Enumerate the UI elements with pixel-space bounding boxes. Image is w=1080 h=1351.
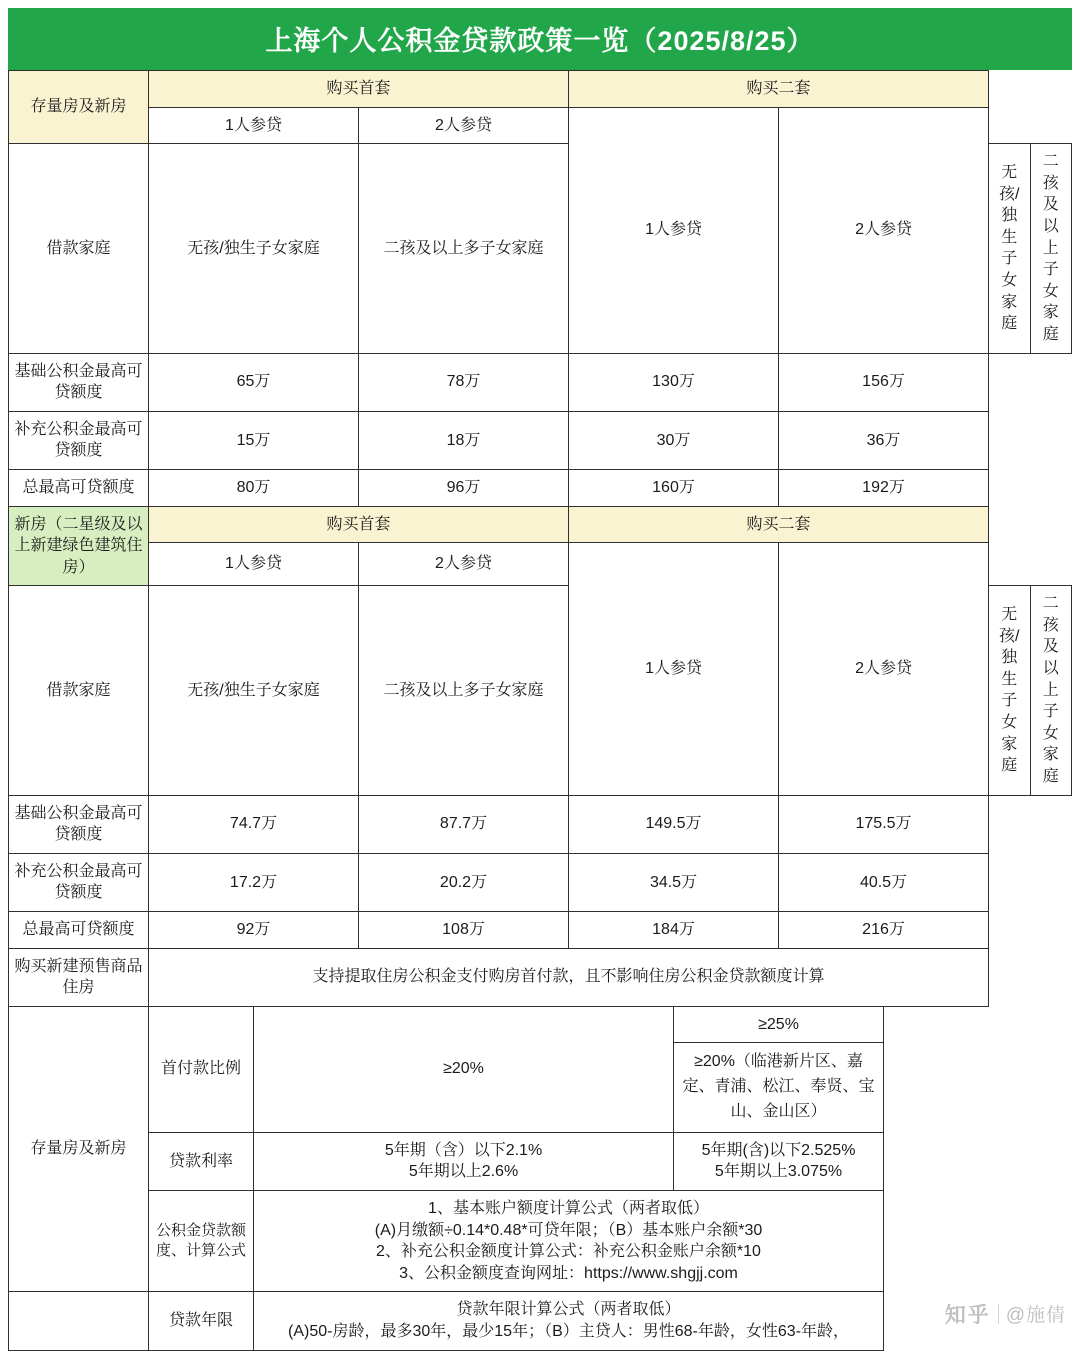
section1-row0-v2: 130万: [569, 353, 779, 411]
rate-first-line2: 5年期以上2.6%: [408, 1163, 519, 1181]
downpayment-row-top: [9, 1006, 1072, 1043]
presale-label: 购买新建预售商品住房: [9, 948, 149, 1006]
section2-second-home-header: 购买二套: [569, 506, 989, 543]
downpayment-second-top: ≥25%: [674, 1006, 884, 1043]
section2-first-home-header: 购买首套: [149, 506, 569, 543]
section1-row0-v1: 78万: [359, 353, 569, 411]
section2-col-label-0: 无孩/独生子女家庭: [149, 586, 359, 795]
quota-line-0: 1、基本账户额度计算公式（两者取低）: [428, 1199, 709, 1217]
section1-row1-v0: 15万: [149, 411, 359, 469]
table-row: [9, 469, 1072, 506]
section2-row2-label: 总最高可贷额度: [9, 912, 149, 949]
term-line-0: 贷款年限计算公式（两者取低）: [456, 1301, 681, 1319]
section2-borrower-family-label: 借款家庭: [9, 586, 149, 795]
section2-row2-v3: 216万: [779, 912, 989, 949]
section1-row0-label: 基础公积金最高可贷额度: [9, 353, 149, 411]
term-formulas: [254, 1292, 884, 1350]
section2-row0-label: 基础公积金最高可贷额度: [9, 795, 149, 853]
term-spacer: [9, 1292, 149, 1350]
section1-row2-v3: 192万: [779, 469, 989, 506]
rate-second-line2: 5年期以上3.075%: [714, 1163, 843, 1181]
presale-text: 支持提取住房公积金支付购房首付款，且不影响住房公积金贷款额度计算: [149, 948, 989, 1006]
section1-col-label-0: 无孩/独生子女家庭: [149, 144, 359, 353]
section2-row0-v3: 175.5万: [779, 795, 989, 853]
section2-row1-v0: 17.2万: [149, 853, 359, 911]
section2-second-two-borrower: 2人参贷: [779, 543, 989, 796]
section1-second-home-header: 购买二套: [569, 71, 989, 108]
section2-row0-v1: 87.7万: [359, 795, 569, 853]
section1-row2-v0: 80万: [149, 469, 359, 506]
section2-one-borrower: 1人参贷: [149, 543, 359, 586]
section1-row0-v3: 156万: [779, 353, 989, 411]
section1-one-borrower: 1人参贷: [149, 107, 359, 144]
table-row: [9, 411, 1072, 469]
section2-col-label-1: 二孩及以上多子女家庭: [359, 586, 569, 795]
downpayment-label: 首付款比例: [149, 1006, 254, 1132]
downpayment-first: ≥20%: [254, 1006, 674, 1132]
rate-second-line1: 5年期(含)以下2.525%: [701, 1141, 856, 1159]
section2-two-borrower: 2人参贷: [359, 543, 569, 586]
section1-two-borrower: 2人参贷: [359, 107, 569, 144]
section1-row1-label: 补充公积金最高可贷额度: [9, 411, 149, 469]
quota-formulas: [254, 1190, 884, 1291]
section2-row1-v1: 20.2万: [359, 853, 569, 911]
quota-line-1: (A)月缴额÷0.14*0.48*可贷年限；（B）基本账户余额*30: [374, 1221, 763, 1239]
section2-row2-v2: 184万: [569, 912, 779, 949]
section2-row0-v0: 74.7万: [149, 795, 359, 853]
section2-subheader-row: [9, 543, 1072, 586]
section1-first-home-header: 购买首套: [149, 71, 569, 108]
section1-row1-v2: 30万: [569, 411, 779, 469]
section2-row2-v0: 92万: [149, 912, 359, 949]
section1-col-label-3: 二孩及以上子女家庭: [1030, 144, 1072, 353]
table-row: [9, 912, 1072, 949]
section2-second-one-borrower: 1人参贷: [569, 543, 779, 796]
section1-row2-v2: 160万: [569, 469, 779, 506]
section1-col-label-1: 二孩及以上多子女家庭: [359, 144, 569, 353]
downpayment-second-bottom: ≥20%（临港新片区、嘉定、青浦、松江、奉贤、宝山、金山区）: [674, 1043, 884, 1132]
quota-line-2: 2、补充公积金额度计算公式：补充公积金账户余额*10: [376, 1243, 761, 1261]
section2-row0-v2: 149.5万: [569, 795, 779, 853]
page-title: 上海个人公积金贷款政策一览（2025/8/25）: [8, 8, 1072, 70]
presale-row: [9, 948, 1072, 1006]
section2-row2-v1: 108万: [359, 912, 569, 949]
section1-col-label-2: 无孩/独生子女家庭: [989, 144, 1030, 353]
table-row: [9, 853, 1072, 911]
section1-row2-v1: 96万: [359, 469, 569, 506]
section2-col-label-2: 无孩/独生子女家庭: [989, 586, 1030, 795]
rate-first-line1: 5年期（含）以下2.1%: [384, 1141, 543, 1159]
policy-table: [8, 70, 1072, 1351]
section1-row2-label: 总最高可贷额度: [9, 469, 149, 506]
section2-row1-label: 补充公积金最高可贷额度: [9, 853, 149, 911]
section1-row1-v1: 18万: [359, 411, 569, 469]
section1-row0-v0: 65万: [149, 353, 359, 411]
section2-header-row: [9, 506, 1072, 543]
section1-subheader-row: [9, 107, 1072, 144]
table-row: [9, 795, 1072, 853]
section1-second-two-borrower: 2人参贷: [779, 107, 989, 353]
section1-corner-label: 存量房及新房: [9, 71, 149, 144]
rate-second: [674, 1132, 884, 1190]
section2-row1-v3: 40.5万: [779, 853, 989, 911]
term-row: [9, 1292, 1072, 1350]
table-row: [9, 353, 1072, 411]
section3-row-label: 存量房及新房: [9, 1006, 149, 1292]
rate-first: [254, 1132, 674, 1190]
section1-row1-v3: 36万: [779, 411, 989, 469]
rate-row: [9, 1132, 1072, 1190]
rate-label: 贷款利率: [149, 1132, 254, 1190]
section1-header-row: [9, 71, 1072, 108]
section2-col-label-3: 二孩及以上子女家庭: [1030, 586, 1072, 795]
zhihu-logo: 知乎: [944, 1303, 991, 1327]
quota-row: [9, 1190, 1072, 1291]
term-line-1: (A)50-房龄，最多30年，最少15年；（B）主贷人：男性68-年龄，女性63-年龄，: [288, 1322, 849, 1340]
section2-corner-label: 新房（二星级及以上新建绿色建筑住房）: [9, 506, 149, 586]
section2-row1-v2: 34.5万: [569, 853, 779, 911]
watermark-username: @施倩: [1005, 1305, 1066, 1327]
section1-second-one-borrower: 1人参贷: [569, 107, 779, 353]
quota-label: 公积金贷款额度、计算公式: [149, 1190, 254, 1291]
section1-borrower-family-label: 借款家庭: [9, 144, 149, 353]
quota-line-3: 3、公积金额度查询网址：https://www.shgjj.com: [399, 1264, 738, 1282]
term-label: 贷款年限: [149, 1292, 254, 1350]
